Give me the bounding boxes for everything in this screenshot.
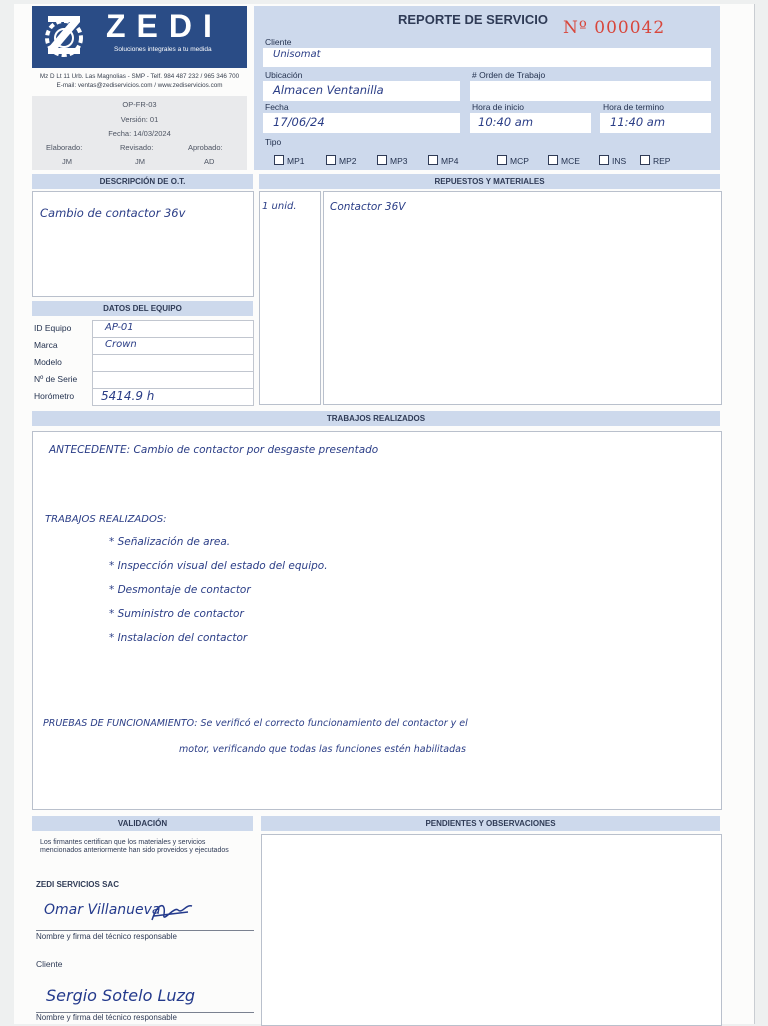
company-logo	[32, 6, 247, 68]
report-number	[563, 18, 665, 38]
company-email: E-mail: ventas@zediservicios.com / www.zediservicios.com	[56, 82, 223, 89]
equipo-value: AP-01	[105, 322, 134, 333]
equipo-serie-field[interactable]	[92, 371, 254, 389]
inicio-field[interactable]	[470, 113, 591, 133]
brand-name: ZEDI	[106, 8, 223, 44]
ubicacion-value: Almacen Ventanilla	[273, 83, 384, 97]
doc-date: Fecha: 14/03/2024	[108, 129, 171, 138]
trabajo-item: * Inspección visual del estado del equipo.	[109, 560, 328, 572]
tech-signature-mark-icon	[148, 898, 196, 926]
inicio-label: Hora de inicio	[472, 102, 524, 112]
repuestos-qty: 1 unid.	[262, 201, 297, 212]
brand-tagline: Soluciones integrales a tu medida	[114, 46, 212, 53]
ubicacion-field[interactable]	[263, 81, 460, 101]
revisado-value: JM	[135, 157, 145, 166]
client-caption: Nombre y firma del técnico responsable	[36, 1013, 177, 1022]
orden-field[interactable]	[470, 81, 711, 101]
repuestos-header: REPUESTOS Y MATERIALES	[259, 174, 720, 189]
trabajos-header: TRABAJOS REALIZADOS	[32, 411, 720, 426]
company-address: Mz D Lt 11 Urb. Las Magnolias - SMP - Telf. 984 487 232 / 965 346 700	[39, 73, 240, 80]
repuestos-item-column[interactable]	[323, 191, 722, 405]
checkbox-icon[interactable]	[377, 155, 387, 165]
equipo-label: Marca	[34, 340, 58, 350]
tipo-option[interactable]: MP4	[428, 155, 458, 166]
revisado-label: Revisado:	[120, 143, 154, 152]
equipo-header: DATOS DEL EQUIPO	[32, 301, 253, 316]
trabajos-box[interactable]	[32, 431, 722, 810]
tech-signature: Omar Villanueva	[44, 902, 161, 918]
trabajo-item: * Desmontaje de contactor	[109, 584, 251, 596]
tipo-option[interactable]: INS	[599, 155, 626, 166]
termino-value: 11:40 am	[610, 115, 666, 129]
pruebas-line-1: PRUEBAS DE FUNCIONAMIENTO: Se verificó el correcto funcionamiento del contactor y el	[43, 718, 468, 729]
antecedente-text: ANTECEDENTE: Cambio de contactor por desgaste presentado	[49, 444, 379, 456]
ubicacion-label: Ubicación	[265, 70, 303, 80]
repuestos-qty-column[interactable]	[259, 191, 321, 405]
equipo-value: 5414.9 h	[101, 389, 155, 403]
cliente-field[interactable]	[263, 48, 711, 67]
equipo-value: Crown	[105, 339, 137, 350]
equipo-label: Modelo	[34, 357, 62, 367]
checkbox-icon[interactable]	[274, 155, 284, 165]
validacion-company: ZEDI SERVICIOS SAC	[36, 880, 119, 889]
termino-field[interactable]	[600, 113, 711, 133]
checkbox-icon[interactable]	[599, 155, 609, 165]
equipo-marca-field[interactable]	[92, 337, 254, 355]
cliente-value: Unisomat	[273, 49, 321, 60]
tech-caption: Nombre y firma del técnico responsable	[36, 932, 177, 941]
doc-version: Versión: 01	[120, 115, 159, 124]
elaborado-label: Elaborado:	[46, 143, 83, 152]
equipo-label: Nº de Serie	[34, 374, 78, 384]
equipo-horometro-field[interactable]	[92, 388, 254, 406]
pruebas-line-2: motor, verificando que todas las funciones estén habilitadas	[179, 744, 466, 755]
gear-z-logo-icon	[40, 12, 88, 60]
cliente-label: Cliente	[265, 37, 292, 47]
trabajo-item: * Señalización de area.	[109, 536, 231, 548]
equipo-label: ID Equipo	[34, 323, 72, 333]
equipo-id-field[interactable]	[92, 320, 254, 338]
orden-label: # Orden de Trabajo	[472, 70, 546, 80]
elaborado-value: JM	[62, 157, 72, 166]
checkbox-icon[interactable]	[428, 155, 438, 165]
aprobado-value: AD	[204, 157, 215, 166]
tipo-option[interactable]: MP2	[326, 155, 356, 166]
repuestos-item: Contactor 36V	[330, 201, 406, 213]
aprobado-label: Aprobado:	[188, 143, 223, 152]
number-prefix: Nº	[563, 18, 588, 38]
checkbox-icon[interactable]	[548, 155, 558, 165]
report-title: REPORTE DE SERVICIO	[398, 12, 549, 27]
validacion-text: Los firmantes certifican que los materiales y servicios mencionados anteriormente han sido proveidos y ejecutados	[40, 839, 229, 854]
tipo-option[interactable]: MCP	[497, 155, 529, 166]
descripcion-header: DESCRIPCIÓN DE O.T.	[32, 174, 253, 189]
descripcion-box[interactable]	[32, 191, 254, 297]
trabajo-item: * Suministro de contactor	[109, 608, 244, 620]
client-label: Cliente	[36, 959, 63, 969]
pendientes-box[interactable]	[261, 834, 722, 1026]
tech-signature-line	[36, 930, 254, 931]
number-value: 000042	[594, 18, 666, 38]
document-meta	[32, 96, 247, 170]
equipo-label: Horómetro	[34, 391, 75, 401]
fecha-value: 17/06/24	[273, 115, 325, 129]
tipo-label: Tipo	[265, 137, 282, 147]
company-contact	[32, 72, 247, 90]
trabajo-item: * Instalacion del contactor	[109, 632, 248, 644]
tipo-option[interactable]: REP	[640, 155, 670, 166]
equipo-modelo-field[interactable]	[92, 354, 254, 372]
inicio-value: 10:40 am	[478, 115, 534, 129]
validacion-header: VALIDACIÓN	[32, 816, 253, 831]
fecha-label: Fecha	[265, 102, 289, 112]
checkbox-icon[interactable]	[640, 155, 650, 165]
descripcion-text: Cambio de contactor 36v	[40, 206, 186, 220]
tipo-option[interactable]: MCE	[548, 155, 580, 166]
checkbox-icon[interactable]	[326, 155, 336, 165]
client-signature: Sergio Sotelo Luzg	[46, 986, 196, 1005]
termino-label: Hora de termino	[603, 102, 664, 112]
pendientes-header: PENDIENTES Y OBSERVACIONES	[261, 816, 720, 831]
checkbox-icon[interactable]	[497, 155, 507, 165]
doc-code: OP-FR-03	[122, 100, 157, 109]
trabajos-heading: TRABAJOS REALIZADOS:	[45, 514, 167, 525]
fecha-field[interactable]	[263, 113, 460, 133]
tipo-option[interactable]: MP1	[274, 155, 304, 166]
tipo-option[interactable]: MP3	[377, 155, 407, 166]
